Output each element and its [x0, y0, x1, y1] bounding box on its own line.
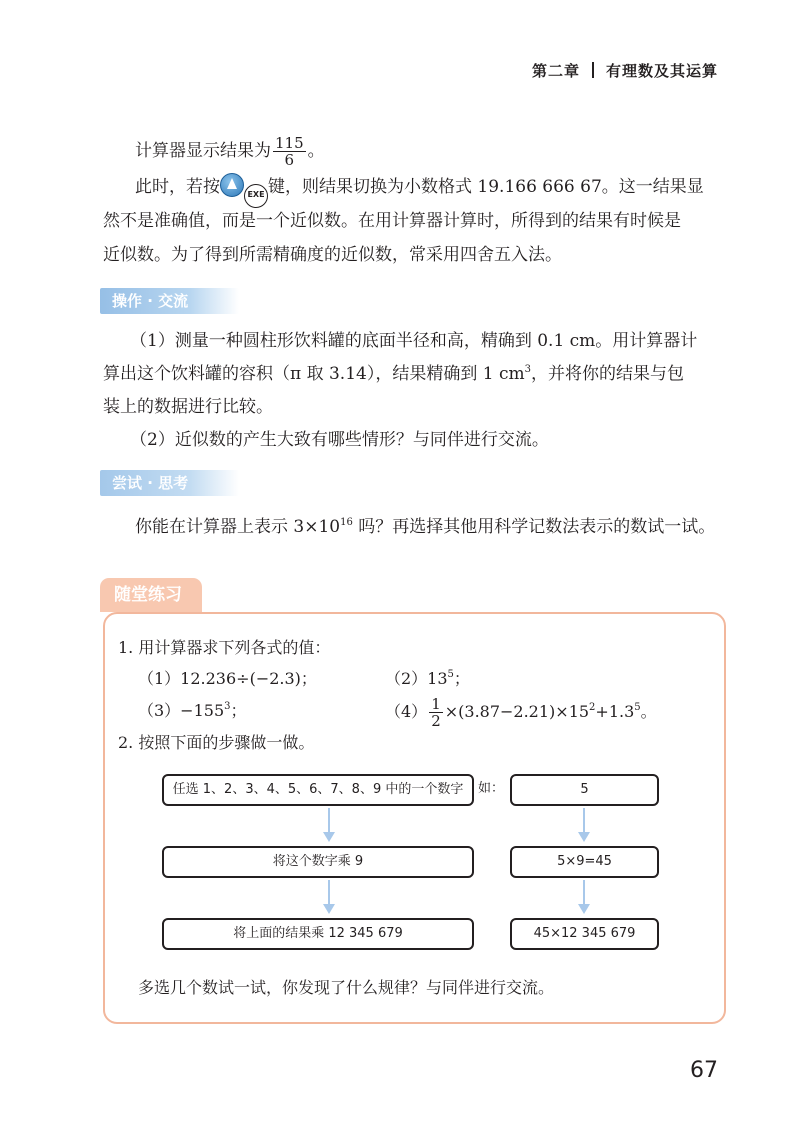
question-1-part-3	[138, 696, 247, 726]
chapter-header	[532, 60, 718, 81]
flow-step-3-box: 将上面的结果乘 12 345 679	[162, 918, 474, 950]
page-number: 67	[690, 1058, 718, 1083]
section-tag-try-think: 尝试 · 思考	[100, 470, 239, 496]
task1-line1: （1）测量一种圆柱形饮料罐的底面半径和高，精确到 0.1 cm。用计算器计	[130, 331, 698, 351]
flow-arrow-ex-1	[583, 808, 585, 836]
q1-4-label: （4）	[385, 702, 428, 721]
task2-line: （2）近似数的产生大致有哪些情形？与同伴进行交流。	[130, 430, 549, 450]
flow-arrow-1	[328, 808, 330, 836]
q1-3-end: ；	[230, 701, 247, 720]
q1-4-exponent-2: 5	[634, 702, 641, 713]
result-suffix: 。	[307, 141, 325, 161]
q1-4-expr-b: +1.3	[595, 702, 635, 721]
chapter-label: 第二章	[531, 62, 580, 80]
intro-line1-rest: 键，则结果切换为小数格式 19.166 666 67。这一结果显	[268, 177, 704, 197]
fraction-1-2	[429, 696, 443, 729]
flow-step-1-box: 任选 1、2、3、4、5、6、7、8、9 中的一个数字	[162, 774, 474, 806]
question-1-part-2	[385, 664, 470, 694]
flow-arrow-2	[328, 880, 330, 908]
practice-closing-text: 多选几个数试一试，你发现了什么规律？与同伴进行交流。	[138, 978, 555, 997]
cubic-superscript: 3	[524, 364, 531, 375]
task1-line2-text-end: ，并将你的结果与包	[530, 364, 684, 384]
question-1: 1. 用计算器求下列各式的值：	[118, 638, 331, 657]
header-divider	[592, 62, 594, 78]
question-1-part-4	[385, 696, 657, 729]
q1-2-base: （2）13	[385, 669, 448, 688]
q1-3-exponent: 3	[224, 701, 231, 712]
flow-example-3-box: 45×12 345 679	[510, 918, 659, 950]
task1-line2	[103, 359, 684, 390]
chapter-title: 有理数及其运算	[605, 62, 718, 80]
try-think-text-start: 你能在计算器上表示 3×10	[135, 517, 341, 537]
result-prefix: 计算器显示结果为	[135, 141, 271, 161]
shift-key-icon	[220, 173, 244, 197]
task1-line3: 装上的数据进行比较。	[103, 397, 273, 417]
exponent-16: 16	[340, 517, 353, 528]
section-tag-operate-discuss: 操作 · 交流	[100, 288, 239, 314]
intro-paragraph-line1	[135, 172, 704, 208]
flow-example-1-box: 5	[510, 774, 659, 806]
example-label: 如：	[478, 781, 505, 796]
q1-2-exponent: 5	[447, 669, 454, 680]
fraction-denominator: 6	[284, 151, 295, 169]
flow-example-2-box: 5×9=45	[510, 846, 659, 878]
q1-4-expr-a: ×(3.87−2.21)×15	[444, 702, 590, 721]
flow-step-2-box: 将这个数字乘 9	[162, 846, 474, 878]
task1-line2-text: 算出这个饮料罐的容积（π 取 3.14），结果精确到 1 cm	[103, 364, 525, 384]
q1-3-base: （3）−155	[138, 701, 225, 720]
q1-2-end: ；	[453, 669, 470, 688]
try-think-text	[135, 512, 715, 543]
fraction-numerator: 115	[275, 134, 304, 152]
press-prefix: 此时，若按	[135, 177, 220, 197]
fraction-1-2-numerator: 1	[431, 695, 441, 713]
practice-tab: 随堂练习	[100, 578, 202, 612]
intro-paragraph-line3: 近似数。为了得到所需精确度的近似数，常采用四舍五入法。	[103, 245, 562, 265]
fraction-115-6	[273, 135, 306, 168]
result-line	[135, 135, 325, 168]
fraction-1-2-denominator: 2	[431, 712, 441, 730]
q1-4-end: 。	[640, 702, 657, 721]
question-2: 2. 按照下面的步骤做一做。	[118, 733, 315, 752]
q1-4-exponent-1: 2	[589, 702, 596, 713]
try-think-text-end: 吗？再选择其他用科学记数法表示的数试一试。	[352, 517, 716, 537]
exe-key-icon: EXE	[244, 184, 268, 208]
intro-paragraph-line2: 然不是准确值，而是一个近似数。在用计算器计算时，所得到的结果有时候是	[103, 211, 681, 231]
flow-arrow-ex-2	[583, 880, 585, 908]
question-1-part-1: （1）12.236÷(−2.3)；	[138, 669, 317, 688]
